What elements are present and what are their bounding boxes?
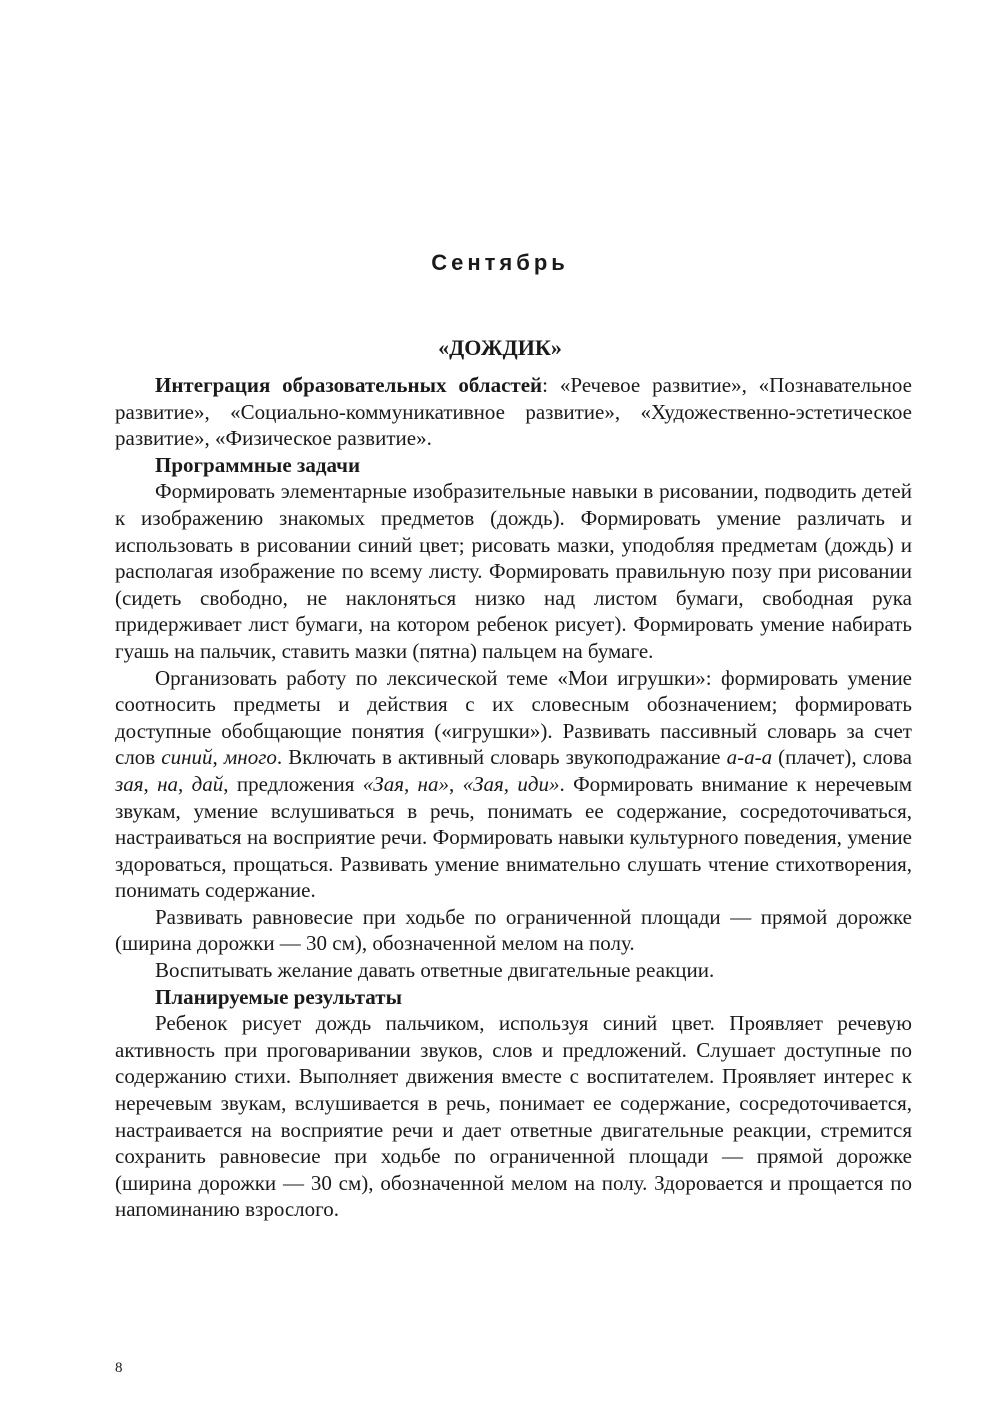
lesson-body [115,372,912,1223]
lesson-title: «ДОЖДИК» [438,335,562,360]
italic-word: на [157,771,178,796]
tasks-paragraph-1: Формировать элементарные изобразительные навыки в рисовании, подводить детей к изображению знакомых предметов (дождь). Формировать умение различать и использовать в рисовании синий цвет; рисовать мазки, уподобляя предметам (дождь) и располагая изображение по всему листу. Формировать правильную позу при рисовании (сидеть свободно, не наклоняться низко над листом бумаги, свободная рука придерживает лист бумаги, на котором ребенок рисует). Формировать умение набирать гуашь на пальчик, ставить мазки (пятна) пальцем на бумаге. [115,479,912,663]
tasks-paragraph-4: Воспитывать желание давать ответные двигательные реакции. [155,958,715,983]
text-run: . Включать в активный словарь звукоподражание [276,745,727,770]
month-heading: Сентябрь [431,250,569,275]
italic-word: а-а-а [726,745,773,770]
italic-word: синий [161,745,213,770]
text-run: , предложения [223,771,363,796]
integration-text: : «Речевое развитие», «Познавательное развитие», «Социально-коммуникативное развитие», «Художественно-эстетическое развитие», «Физическое развитие». [115,373,912,451]
text-run: , [143,771,158,796]
results-paragraph-1: Ребенок рисует дождь пальчиком, используя синий цвет. Проявляет речевую активность при проговаривании звуков, слов и предложений. Слушает доступные по содержанию стихи. Выполняет движения вместе с воспитателем. Проявляет интерес к неречевым звукам, вслушивается в речь, понимает ее содержание, сосредоточивается, настраивается на восприятие речи и дает ответные двигательные реакции, стремится сохранить равновесие при ходьбе по ограниченной площади — прямой дорожке (ширина дорожки — 30 см), обозначенной мелом на полу. Здоровается и прощается по напоминанию взрослого. [115,1011,912,1222]
text-run: , [448,771,463,796]
italic-word: «Зая, на» [362,771,449,796]
italic-word: дай [191,771,224,796]
text-run: , [178,771,192,796]
italic-word: много [223,745,277,770]
integration-label: Интеграция образовательных областей [155,373,543,397]
page-number: 8 [115,1360,123,1376]
tasks-heading: Программные задачи [155,452,361,477]
italic-word: зая [115,771,144,796]
text-run: . Формировать внимание к неречевым звукам, умение вслушиваться в речь, понимать ее содержание, сосредоточиваться, настраиваться на восприятие речи. Формировать навыки культурного поведения, умение здороваться, прощаться. Развивать умение внимательно слушать чтение стихотворения, понимать содержание. [115,771,913,903]
results-heading: Планируемые результаты [155,984,402,1009]
tasks-paragraph-2 [115,665,912,904]
integration-paragraph [115,372,912,452]
italic-word: «Зая, иди» [462,771,560,796]
text-run: (плачет), слова [772,745,913,770]
tasks-paragraph-3: Развивать равновесие при ходьбе по ограниченной площади — прямой дорожке (ширина дорожки — 30 см), обозначенной мелом на полу. [115,904,912,956]
text-run: , [212,745,224,770]
text-run: Организовать работу по лексической теме «Мои игрушки»: формировать умение соотносить предметы и действия с их словесным обозначением; формировать доступные обобщающие понятия («игрушки»). Развивать пассивный словарь за счет слов [115,665,912,770]
